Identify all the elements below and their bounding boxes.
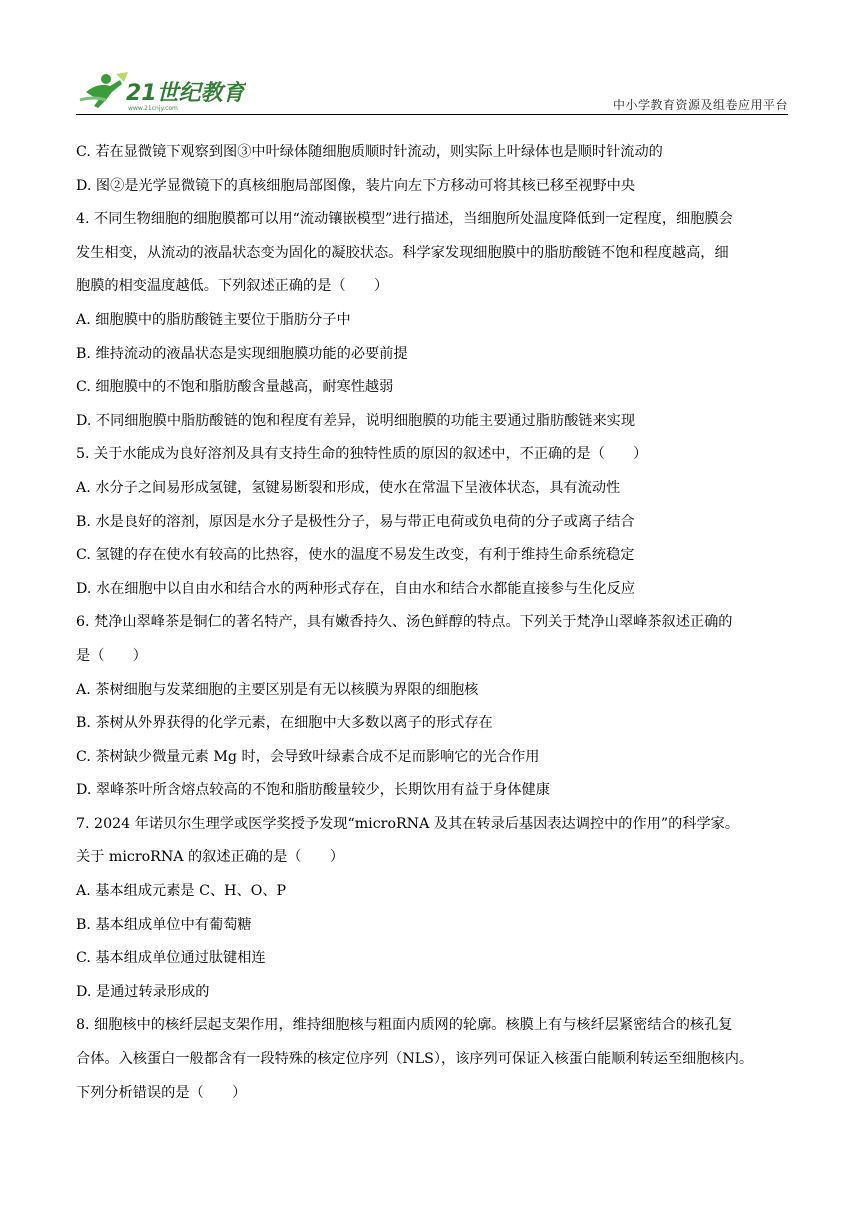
option-line: C. 氢键的存在使水有较高的比热容，使水的温度不易发生改变，有利于维持生命系统稳定 bbox=[76, 547, 635, 564]
text-line: 关于 microRNA 的叙述正确的是（ ） bbox=[76, 849, 345, 866]
text-line: D. 图②是光学显微镜下的真核细胞局部图像，装片向左下方移动可将其核已移至视野中央 bbox=[76, 177, 636, 194]
option-line: C. 细胞膜中的不饱和脂肪酸含量越高，耐寒性越弱 bbox=[76, 379, 394, 396]
option-line: C. 基本组成单位通过肽键相连 bbox=[76, 950, 266, 967]
page-header bbox=[76, 70, 788, 116]
question-4-stem: 4. 不同生物细胞的细胞膜都可以用“流动镶嵌模型”进行描述，当细胞所处温度降低到一定程度，细胞膜会 bbox=[76, 211, 733, 228]
option-line: D. 翠峰茶叶所含熔点较高的不饱和脂肪酸量较少，长期饮用有益于身体健康 bbox=[76, 782, 550, 799]
option-line: D. 不同细胞膜中脂肪酸链的饱和程度有差异，说明细胞膜的功能主要通过脂肪酸链来实现 bbox=[76, 412, 636, 429]
header-divider bbox=[76, 114, 788, 115]
option-line: C. 茶树缺少微量元素 Mg 时，会导致叶绿素合成不足而影响它的光合作用 bbox=[76, 748, 540, 765]
option-line: B. 水是良好的溶剂，原因是水分子是极性分子，易与带正电荷或负电荷的分子或离子结合 bbox=[76, 513, 635, 530]
option-line: B. 维持流动的液晶状态是实现细胞膜功能的必要前提 bbox=[76, 345, 408, 362]
option-line: A. 基本组成元素是 C、H、O、P bbox=[76, 883, 287, 900]
text-line: 合体。入核蛋白一般都含有一段特殊的核定位序列（NLS），该序列可保证入核蛋白能顺利转运至细胞核内。 bbox=[76, 1051, 754, 1068]
option-line: B. 茶树从外界获得的化学元素，在细胞中大多数以离子的形式存在 bbox=[76, 715, 493, 732]
option-line: A. 细胞膜中的脂肪酸链主要位于脂肪分子中 bbox=[76, 311, 351, 328]
option-line: A. 茶树细胞与发菜细胞的主要区别是有无以核膜为界限的细胞核 bbox=[76, 681, 479, 698]
option-line: D. 水在细胞中以自由水和结合水的两种形式存在，自由水和结合水都能直接参与生化反应 bbox=[76, 580, 636, 597]
question-5-stem: 5. 关于水能成为良好溶剂及具有支持生命的独特性质的原因的叙述中，不正确的是（ ） bbox=[76, 446, 648, 463]
option-line: D. 是通过转录形成的 bbox=[76, 983, 210, 1000]
platform-name: 中小学教育资源及组卷应用平台 bbox=[612, 98, 788, 112]
document-body bbox=[76, 136, 792, 1110]
option-line: B. 基本组成单位中有葡萄糖 bbox=[76, 916, 252, 933]
logo-text: 21世纪教育 bbox=[126, 81, 245, 106]
question-7-stem: 7. 2024 年诺贝尔生理学或医学奖授予发现“microRNA 及其在转录后基因表达调控中的作用”的科学家。 bbox=[76, 815, 740, 832]
text-line: 是（ ） bbox=[76, 647, 147, 664]
option-line: A. 水分子之间易形成氢键，氢键易断裂和形成，使水在常温下呈液体状态，具有流动性 bbox=[76, 479, 621, 496]
site-logo bbox=[76, 70, 246, 112]
text-line: 胞膜的相变温度越低。下列叙述正确的是（ ） bbox=[76, 278, 389, 295]
text-line: 下列分析错误的是（ ） bbox=[76, 1084, 247, 1101]
logo-subtext: www.21cnjy.com bbox=[128, 105, 178, 112]
running-figure-logo-icon bbox=[76, 70, 246, 112]
text-line: C. 若在显微镜下观察到图③中叶绿体随细胞质顺时针流动，则实际上叶绿体也是顺时针流动的 bbox=[76, 144, 663, 160]
question-6-stem: 6. 梵净山翠峰茶是铜仁的著名特产，具有嫩香持久、汤色鲜醇的特点。下列关于梵净山翠峰茶叙述正确的 bbox=[76, 614, 733, 631]
question-8-stem: 8. 细胞核中的核纤层起支架作用，维持细胞核与粗面内质网的轮廓。核膜上有与核纤层紧密结合的核孔复 bbox=[76, 1017, 733, 1034]
text-line: 发生相变，从流动的液晶状态变为固化的凝胶状态。科学家发现细胞膜中的脂肪酸链不饱和程度越高，细 bbox=[76, 244, 729, 261]
